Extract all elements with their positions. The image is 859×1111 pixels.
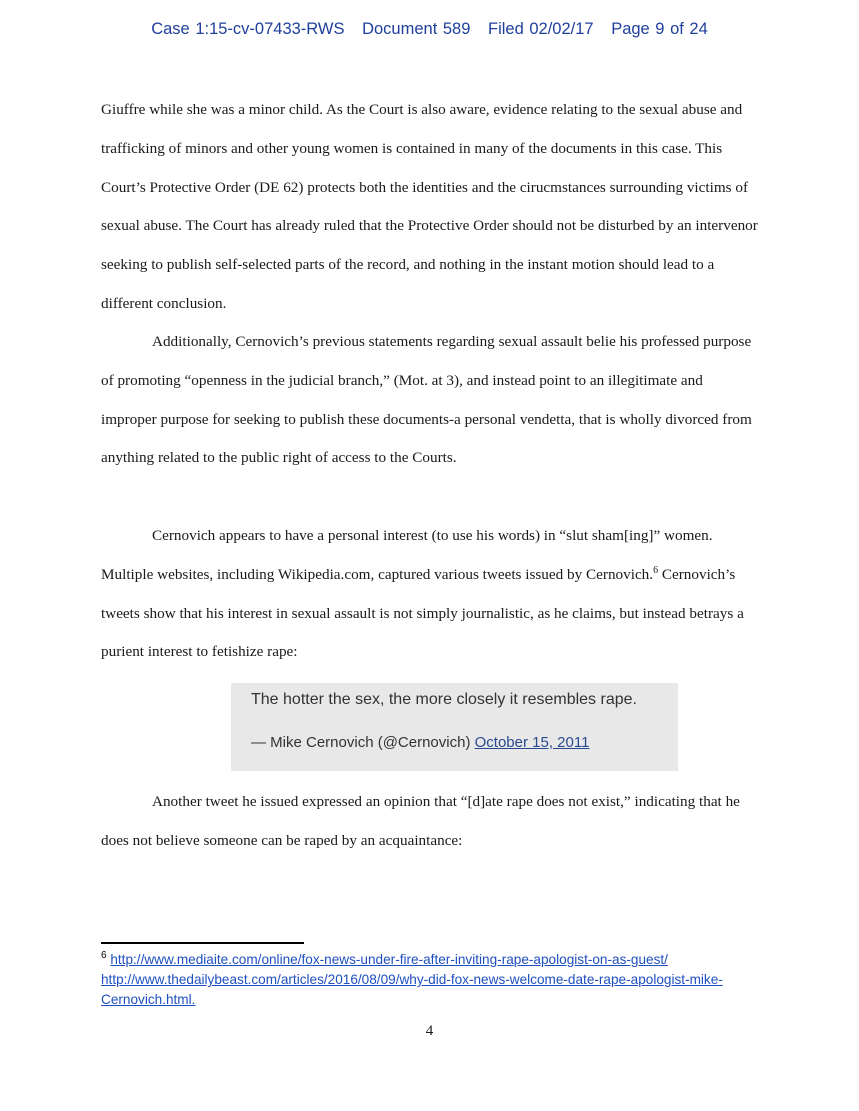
footnote-ref[interactable]: 6 (653, 564, 659, 576)
footnote-link-mediaite[interactable]: http://www.mediaite.com/online/fox-news-under-fire-after-inviting-rape-apologist-on-as-guest/ (110, 952, 668, 967)
document-number: Document 589 (362, 20, 471, 38)
paragraph-4: Another tweet he issued expressed an opinion that “[d]ate rape does not exist,” indicating that he does not believe someone can be raped by an acquaintance: (101, 793, 740, 849)
tweet-attribution (251, 734, 589, 751)
filed-date: Filed 02/02/17 (488, 20, 594, 38)
paragraph-2: Additionally, Cernovich’s previous statements regarding sexual assault belie his professed purpose of promoting “openness in the judicial branch,” (Mot. at 3), and instead point to an illegitimate and improper purpose for seeking to publish these documents-a personal vendetta, that is wholly divorced from anything related to the public right of access to the Courts. (101, 333, 752, 467)
case-header (0, 20, 859, 39)
paragraph-3 (101, 517, 761, 672)
footnote-number: 6 (101, 950, 107, 961)
footnote (101, 950, 781, 1010)
tweet-quote (231, 683, 678, 771)
tweet-date-link[interactable]: October 15, 2011 (474, 734, 590, 751)
footnote-link-dailybeast[interactable]: http://www.thedailybeast.com/articles/2016/08/09/why-did-fox-news-welcome-date-rape-apologist-mike-Cernovich.html. (101, 972, 723, 1007)
paragraph-1: Giuffre while she was a minor child. As the Court is also aware, evidence relating to the sexual abuse and trafficking of minors and other young women is contained in many of the documents in this case. This Court’s Protective Order (DE 62) protects both the identities and the cirucmstances surrounding victims of sexual abuse. The Court has already ruled that the Protective Order should not be disturbed by an intervenor seeking to publish self-selected parts of the record, and nothing in the instant motion should lead to a different conclusion. (101, 101, 758, 312)
footnote-divider (101, 942, 304, 944)
paragraph-3-text-b: Cernovich’s tweets show that his interest in sexual assault is not simply journalistic, as he claims, but instead betrays a purient interest to fetishize rape: (101, 565, 744, 661)
tweet-author: — Mike Cernovich (@Cernovich) (251, 734, 475, 751)
page-indicator: Page 9 of 24 (611, 20, 708, 38)
page-number: 4 (425, 1023, 434, 1039)
tweet-text: The hotter the sex, the more closely it resembles rape. (251, 691, 637, 708)
case-number: Case 1:15-cv-07433-RWS (151, 20, 345, 38)
paragraph-3-text-a: Cernovich appears to have a personal interest (to use his words) in “slut sham[ing]” women. Multiple websites, including Wikipedia.com, captured various tweets issued by Cernovich. (101, 527, 713, 583)
